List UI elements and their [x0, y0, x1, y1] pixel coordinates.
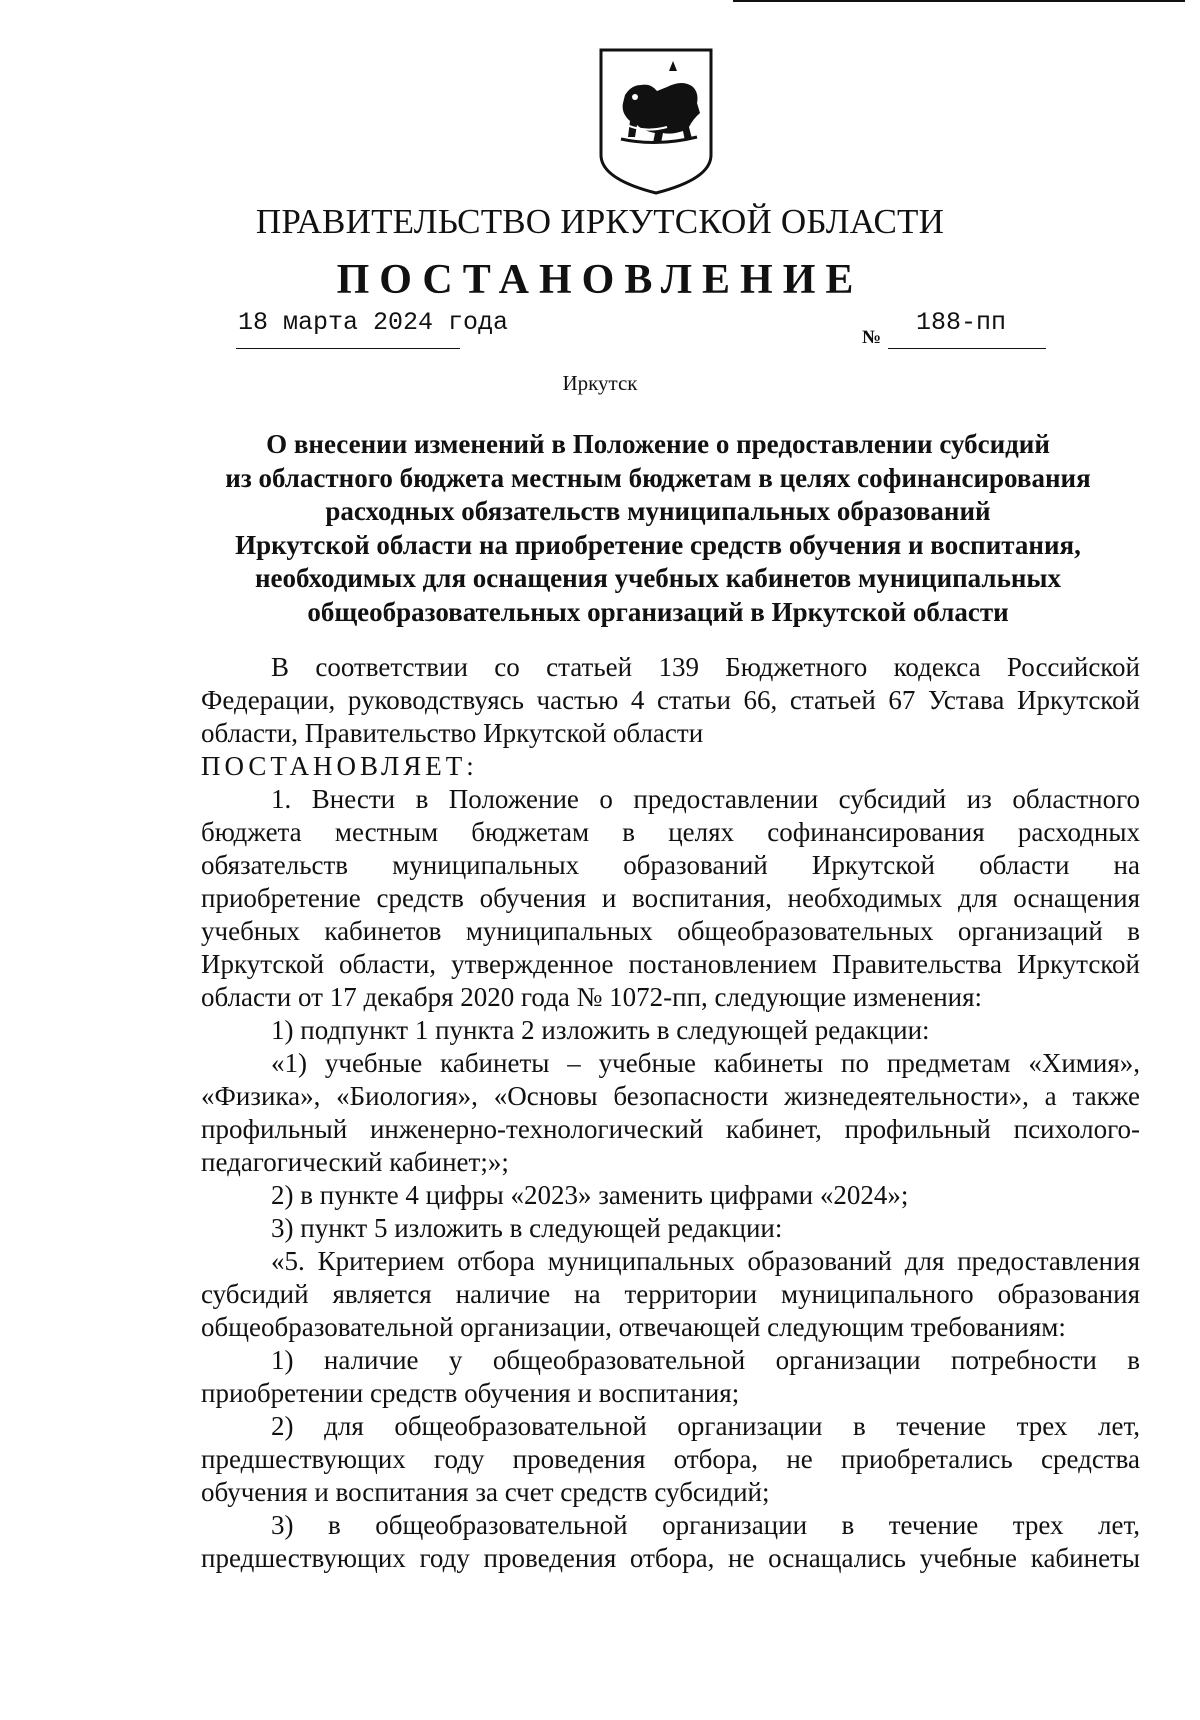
body-line: «5. Критерием отбора муниципальных образований для предоставления: [271, 1246, 1140, 1276]
body-line: предшествующих году проведения отбора, не оснащались учебные кабинеты: [201, 1543, 1140, 1573]
document-body: [201, 651, 1140, 1575]
top-rule: [733, 0, 1185, 2]
document-date: 18 марта 2024 года: [238, 308, 509, 337]
body-line: 3) пункт 5 изложить в следующей редакции:: [271, 1213, 783, 1243]
body-line: области, Правительство Иркутской области: [201, 718, 704, 748]
body-line: 2) в пункте 4 цифры «2023» заменить цифрами «2024»;: [271, 1180, 909, 1210]
coat-of-arms-icon: [597, 47, 715, 195]
resolution-word: ПОСТАНОВЛЯЕТ:: [201, 751, 478, 781]
government-name: ПРАВИТЕЛЬСТВО ИРКУТСКОЙ ОБЛАСТИ: [255, 202, 945, 241]
body-line: 2) для общеобразовательной организации в течение трех лет,: [271, 1411, 1140, 1441]
body-line: предшествующих году проведения отбора, не приобретались средства: [201, 1444, 1140, 1474]
body-line: 1. Внести в Положение о предоставлении субсидий из областного: [271, 784, 1140, 814]
body-line: «Физика», «Биология», «Основы безопасности жизнедеятельности», а также: [201, 1081, 1140, 1111]
document-type: ПОСТАНОВЛЕНИЕ: [336, 257, 864, 303]
body-line: В соответствии со статьей 139 Бюджетного кодекса Российской: [271, 652, 1140, 682]
body-line: бюджета местным бюджетам в целях софинансирования расходных: [201, 817, 1140, 847]
body-line: 3) в общеобразовательной организации в течение трех лет,: [271, 1510, 1140, 1540]
title-line: из областного бюджета местным бюджетам в целях софинансирования: [225, 462, 1091, 493]
body-line: обязательств муниципальных образований Иркутской области на: [201, 850, 1140, 880]
document-number: 188-пп: [916, 308, 1007, 337]
body-line: обучения и воспитания за счет средств субсидий;: [201, 1477, 770, 1507]
body-line: профильный инженерно-технологический кабинет, профильный психолого-: [201, 1114, 1140, 1144]
body-line: общеобразовательной организации, отвечающей следующим требованиям:: [201, 1312, 1066, 1342]
body-line: области от 17 декабря 2020 года № 1072-пп, следующие изменения:: [201, 982, 983, 1012]
title-line: необходимых для оснащения учебных кабинетов муниципальных: [255, 563, 1061, 593]
title-line: общеобразовательных организаций в Иркутской области: [307, 596, 1009, 627]
body-line: «1) учебные кабинеты – учебные кабинеты по предметам «Химия»,: [271, 1048, 1140, 1078]
document-title: [190, 428, 1126, 629]
title-line: Иркутской области на приобретение средств обучения и воспитания,: [235, 529, 1081, 560]
title-line: расходных обязательств муниципальных образований: [325, 496, 991, 526]
body-line: Федерации, руководствуясь частью 4 статьи 66, статьей 67 Устава Иркутской: [201, 685, 1140, 715]
body-line: приобретении средств обучения и воспитания;: [201, 1378, 740, 1408]
body-line: Иркутской области, утвержденное постановлением Правительства Иркутской: [201, 949, 1140, 979]
body-line: субсидий является наличие на территории муниципального образования: [201, 1279, 1140, 1309]
body-line: приобретение средств обучения и воспитания, необходимых для оснащения: [201, 883, 1140, 913]
date-field: [236, 308, 509, 349]
city: Иркутск: [562, 371, 638, 395]
body-line: педагогический кабинет;»;: [201, 1147, 509, 1177]
number-field: [888, 308, 1046, 349]
number-sign: №: [862, 327, 882, 348]
body-line: 1) наличие у общеобразовательной организации потребности в: [271, 1345, 1140, 1375]
body-line: 1) подпункт 1 пункта 2 изложить в следующей редакции:: [271, 1015, 930, 1045]
title-line: О внесении изменений в Положение о предоставлении субсидий: [266, 429, 1050, 459]
body-line: учебных кабинетов муниципальных общеобразовательных организаций в: [201, 916, 1140, 946]
